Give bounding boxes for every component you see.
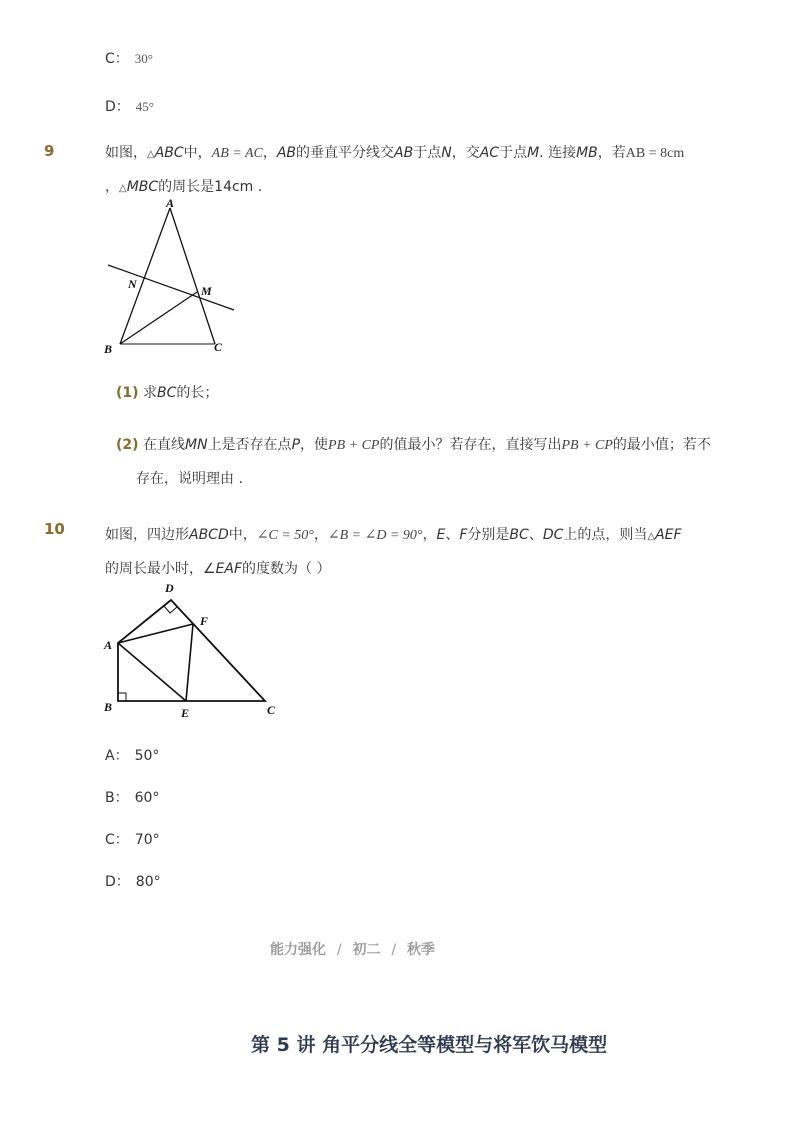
text: 、 xyxy=(445,527,460,543)
label-c: C xyxy=(214,340,223,354)
segment-ae xyxy=(118,643,186,701)
label-e: E xyxy=(181,706,190,720)
text: 中， xyxy=(228,527,257,543)
question-number-9: 9 xyxy=(44,142,55,160)
label-d: D xyxy=(165,581,174,595)
triangle-symbol: △ xyxy=(647,531,656,542)
option-d xyxy=(105,871,161,891)
math-var: P xyxy=(291,437,301,453)
text: 如图，四边形 xyxy=(105,527,189,543)
question-9-sub2-line2: 存在，说明理由 . xyxy=(136,471,243,487)
math-expr: ∠C = 50° xyxy=(256,528,314,543)
angle-symbol: ∠ xyxy=(203,561,216,577)
label-n: N xyxy=(128,277,137,291)
text: 在直线 xyxy=(143,437,185,453)
text: ，使 xyxy=(300,437,329,453)
footer-grade: 初二 xyxy=(352,942,381,958)
option-value: 50° xyxy=(134,748,160,764)
segment-mb xyxy=(120,292,197,344)
math-var: AC xyxy=(479,145,500,161)
text: ， xyxy=(313,527,328,543)
quadrilateral-abcd xyxy=(118,600,265,701)
math-var: ABC xyxy=(154,145,184,161)
label-b: B xyxy=(104,342,113,356)
math-var: F xyxy=(459,527,468,543)
math-var: BC xyxy=(157,385,177,401)
option-label: A： xyxy=(105,748,129,764)
option-value: 30° xyxy=(134,51,153,66)
triangle-symbol: △ xyxy=(119,183,127,194)
text: 于点 xyxy=(413,145,442,161)
question-9-text-line1 xyxy=(105,142,684,162)
text: 上是否存在点 xyxy=(207,437,292,453)
question-9-text-line2 xyxy=(105,176,262,196)
option-value: 45° xyxy=(135,99,154,114)
text: 、 xyxy=(528,527,543,543)
footer-section: 能力强化 xyxy=(270,942,326,958)
option-d xyxy=(105,96,154,116)
triangle-symbol: △ xyxy=(147,149,155,160)
math-var: MBC xyxy=(126,179,159,195)
math-expr: ∠B = ∠D = 90° xyxy=(327,528,423,543)
question-10-text-line1 xyxy=(105,524,682,544)
text: 分别是 xyxy=(467,527,510,543)
math-var: ABCD xyxy=(189,527,229,543)
text: 的周长最小时， xyxy=(105,561,203,577)
segment-ef xyxy=(186,624,193,701)
math-var: MB xyxy=(576,145,598,161)
text: . 连接 xyxy=(539,145,577,161)
math-expr: PB + CP xyxy=(561,438,613,453)
math-expr: PB + CP xyxy=(328,438,380,453)
label-a: A xyxy=(104,638,113,652)
option-value: 70° xyxy=(134,832,160,848)
question-9-sub1 xyxy=(116,382,218,402)
label-f: F xyxy=(200,614,209,628)
footer-separator: / xyxy=(391,942,397,958)
sub-number: (1) xyxy=(116,385,139,401)
question-number-10: 10 xyxy=(44,520,65,538)
text: ， xyxy=(262,145,277,161)
text: 的最小值；若不 xyxy=(612,437,711,453)
segment-ac xyxy=(170,208,215,344)
sub-number: (2) xyxy=(116,437,139,453)
math-var: M xyxy=(527,145,540,161)
label-b: B xyxy=(104,700,113,714)
text: 的值最小？若存在，直接写出 xyxy=(379,437,562,453)
option-label: C： xyxy=(105,832,129,848)
math-var: AB xyxy=(394,145,414,161)
option-c xyxy=(105,48,153,68)
math-var: E xyxy=(436,527,446,543)
option-label: D： xyxy=(105,99,130,115)
label-a: A xyxy=(166,196,175,210)
label-m: M xyxy=(201,284,212,298)
segment-ab xyxy=(120,208,170,344)
text: ， xyxy=(422,527,437,543)
option-label: C： xyxy=(105,51,129,67)
text: 的长； xyxy=(176,385,219,401)
label-c: C xyxy=(267,703,276,717)
text: 的周长是14cm . xyxy=(158,179,263,195)
math-expr: AB = 8cm xyxy=(625,146,685,161)
math-var: N xyxy=(441,145,452,161)
text: 的度数为（ ） xyxy=(242,561,331,577)
option-a xyxy=(105,745,159,765)
text: 的垂直平分线交 xyxy=(296,145,395,161)
math-var: EAF xyxy=(215,561,243,577)
question-9-figure xyxy=(100,196,245,358)
text: ， xyxy=(105,179,119,195)
chapter-title: 第 5 讲 角平分线全等模型与将军饮马模型 xyxy=(251,1034,608,1056)
text: 如图， xyxy=(105,145,147,161)
math-var: DC xyxy=(542,527,564,543)
text: 中， xyxy=(183,145,212,161)
text: ，若 xyxy=(597,145,626,161)
perpendicular-bisector xyxy=(108,265,234,310)
footer-term: 秋季 xyxy=(406,942,435,958)
page-footer xyxy=(270,939,435,959)
question-10-figure xyxy=(100,578,285,720)
right-angle-mark-d xyxy=(164,606,177,613)
math-var: MN xyxy=(185,437,208,453)
question-9-sub2 xyxy=(116,434,711,454)
option-label: B： xyxy=(105,790,129,806)
text: ，交 xyxy=(451,145,480,161)
text: 求 xyxy=(143,385,157,401)
math-var: AB xyxy=(276,145,297,161)
text: 上的点，则当 xyxy=(563,527,648,543)
math-var: BC xyxy=(509,527,529,543)
option-label: D： xyxy=(105,874,130,890)
right-angle-mark-b xyxy=(118,693,126,701)
option-b xyxy=(105,787,159,807)
question-10-text-line2 xyxy=(105,558,331,578)
math-expr: AB = AC xyxy=(211,146,263,161)
text: 于点 xyxy=(499,145,528,161)
option-value: 60° xyxy=(134,790,160,806)
option-value: 80° xyxy=(135,874,161,890)
footer-separator: / xyxy=(336,942,342,958)
math-var: AEF xyxy=(655,527,682,543)
option-c xyxy=(105,829,160,849)
